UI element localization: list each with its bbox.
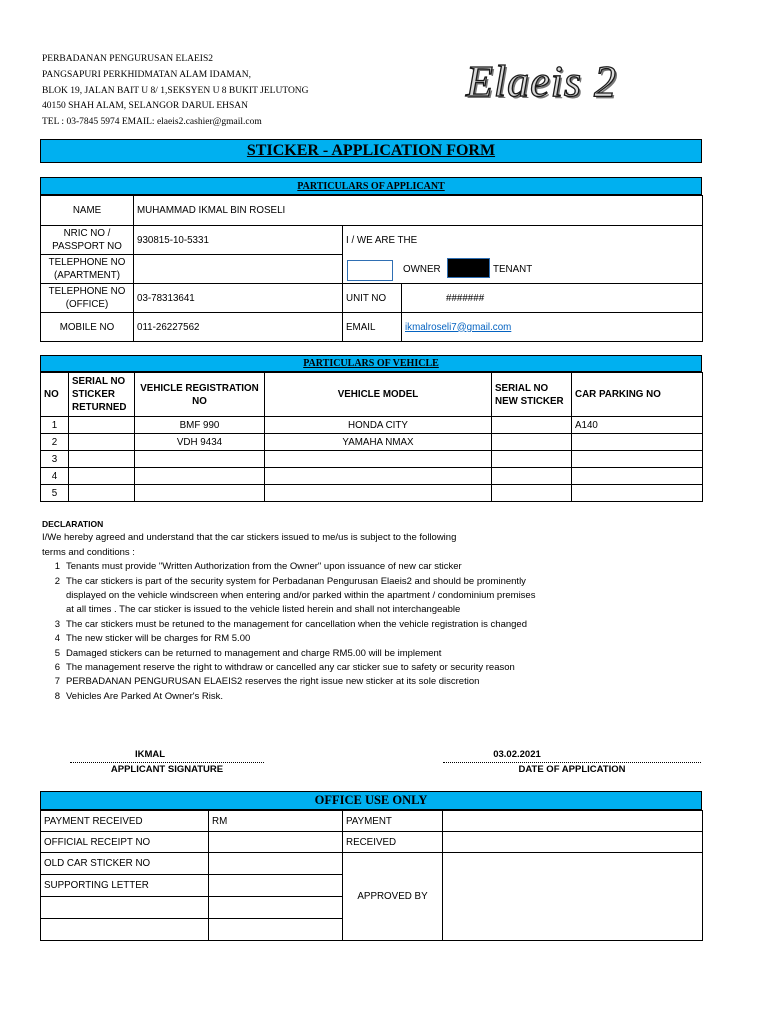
applicant-signature-value[interactable]: IKMAL: [134, 749, 166, 760]
term-item: [42, 618, 602, 632]
tenant-label: TENANT: [493, 263, 533, 275]
serial-returned-cell[interactable]: [69, 485, 135, 502]
received-field[interactable]: [443, 832, 703, 853]
terms-list: [42, 560, 602, 704]
email-link[interactable]: ikmalroseli7@gmail.com: [405, 321, 512, 333]
term-line: The management reserve the right to withdraw or cancelled any car sticker sue to safety or security reason: [66, 662, 515, 674]
term-line: PERBADANAN PENGURUSAN ELAEIS2 reserves the right issue new sticker at its sole discretion: [66, 676, 480, 688]
term-line: The new sticker will be charges for RM 5.00: [66, 633, 251, 645]
table-row: [41, 451, 703, 468]
mobile-value[interactable]: 011-26227562: [134, 313, 343, 342]
row-no: 2: [41, 434, 69, 451]
owner-label: OWNER: [403, 263, 441, 275]
unit-value[interactable]: #######: [402, 284, 703, 313]
serial-new-cell[interactable]: [492, 485, 572, 502]
blank-cell: [41, 897, 209, 919]
org-line: 40150 SHAH ALAM, SELANGOR DARUL EHSAN: [42, 101, 249, 112]
payment-field[interactable]: [443, 811, 703, 832]
approved-by-label: APPROVED BY: [343, 853, 443, 941]
serial-returned-cell[interactable]: [69, 417, 135, 434]
term-number: 6: [54, 662, 60, 674]
term-line: The car stickers is part of the security system for Perbadanan Pengurusan Elaeis2 and should be prominently: [66, 575, 526, 587]
term-number: 5: [54, 647, 60, 659]
row-no: 3: [41, 451, 69, 468]
term-number: 8: [54, 690, 60, 702]
rm-field[interactable]: RM: [209, 811, 343, 832]
declaration-intro: terms and conditions :: [42, 546, 135, 558]
term-line: Damaged stickers can be returned to management and charge RM5.00 will be implement: [66, 647, 442, 659]
official-receipt-field[interactable]: [209, 832, 343, 853]
col-header-model: VEHICLE MODEL: [265, 373, 492, 417]
serial-new-cell[interactable]: [492, 417, 572, 434]
col-header-serial-new: SERIAL NO NEW STICKER: [492, 373, 572, 417]
model-cell[interactable]: [265, 485, 492, 502]
vehicle-section-bar: [40, 355, 702, 372]
office-table: [40, 810, 703, 941]
row-no: 1: [41, 417, 69, 434]
approved-by-field[interactable]: [443, 853, 703, 941]
serial-returned-cell[interactable]: [69, 451, 135, 468]
payment-received-label: PAYMENT RECEIVED: [41, 811, 209, 832]
org-line: PERBADANAN PENGURUSAN ELAEIS2: [42, 54, 214, 64]
term-number: 1: [54, 561, 60, 573]
applicant-section-title: PARTICULARS OF APPLICANT: [297, 180, 445, 192]
table-row: [41, 434, 703, 451]
email-value[interactable]: [402, 313, 703, 342]
blank-cell: [41, 919, 209, 941]
term-item: [42, 690, 602, 704]
term-number: 7: [54, 676, 60, 688]
row-no: 5: [41, 485, 69, 502]
registration-cell[interactable]: BMF 990: [135, 417, 265, 434]
office-section-bar: [40, 791, 702, 810]
old-sticker-label: OLD CAR STICKER NO: [41, 853, 209, 875]
model-cell[interactable]: [265, 468, 492, 485]
we-are-label: I / WE ARE THE: [343, 226, 703, 255]
col-header-serial-returned: SERIAL NO STICKER RETURNED: [69, 373, 135, 417]
model-cell[interactable]: [265, 451, 492, 468]
org-line: TEL : 03-7845 5974 EMAIL: elaeis2.cashier@gmail.com: [42, 117, 262, 128]
parking-cell[interactable]: [572, 485, 703, 502]
received-label: RECEIVED: [343, 832, 443, 853]
parking-cell[interactable]: [572, 434, 703, 451]
form-title-bar: [40, 139, 702, 163]
name-label: NAME: [41, 196, 134, 226]
term-number: 2: [54, 575, 60, 587]
term-item: [42, 661, 602, 675]
nric-label: NRIC NO / PASSPORT NO: [41, 226, 134, 255]
term-number: 3: [54, 618, 60, 630]
registration-cell[interactable]: [135, 451, 265, 468]
serial-new-cell[interactable]: [492, 434, 572, 451]
payment-label: PAYMENT: [343, 811, 443, 832]
serial-returned-cell[interactable]: [69, 468, 135, 485]
blank-cell: [209, 919, 343, 941]
vehicle-section-title: PARTICULARS OF VEHICLE: [303, 358, 439, 369]
col-header-registration: VEHICLE REGISTRATION NO: [135, 373, 265, 417]
date-value[interactable]: 03.02.2021: [493, 749, 541, 760]
applicant-table: [40, 195, 703, 342]
term-item: [42, 675, 602, 689]
vehicle-table: [40, 372, 703, 502]
registration-cell[interactable]: [135, 468, 265, 485]
old-sticker-field[interactable]: [209, 853, 343, 875]
col-header-no: NO: [41, 373, 69, 417]
term-line: The car stickers must be retuned to the management for cancellation when the vehicle registration is changed: [66, 618, 528, 630]
tel-apartment-value[interactable]: [134, 255, 343, 284]
office-section-title: OFFICE USE ONLY: [314, 793, 428, 807]
name-value[interactable]: MUHAMMAD IKMAL BIN ROSELI: [134, 196, 703, 226]
applicant-section-bar: [40, 177, 702, 195]
table-row: [41, 468, 703, 485]
term-line: Tenants must provide "Written Authorization from the Owner" upon issuance of new car sticker: [66, 561, 462, 573]
term-number: 4: [54, 633, 60, 645]
term-item: [42, 632, 602, 646]
term-line: Vehicles Are Parked At Owner's Risk.: [66, 690, 224, 702]
col-header-parking: CAR PARKING NO: [572, 373, 703, 417]
term-item: [42, 575, 602, 618]
owner-checkbox[interactable]: [347, 260, 393, 281]
table-row: [41, 417, 703, 434]
term-item: [42, 647, 602, 661]
registration-cell[interactable]: [135, 485, 265, 502]
nric-value[interactable]: 930815-10-5331: [134, 226, 343, 255]
date-line: [443, 762, 701, 763]
serial-new-cell[interactable]: [492, 468, 572, 485]
signature-line: [70, 762, 264, 763]
table-row: [41, 485, 703, 502]
org-line: BLOK 19, JALAN BAIT U 8/ 1,SEKSYEN U 8 BUKIT JELUTONG: [42, 85, 309, 96]
organization-address-block: [42, 52, 309, 131]
email-label: EMAIL: [343, 313, 402, 342]
tenant-checkbox-redacted[interactable]: [447, 258, 490, 278]
parking-cell[interactable]: [572, 468, 703, 485]
registration-cell[interactable]: VDH 9434: [135, 434, 265, 451]
supporting-letter-label: SUPPORTING LETTER: [41, 875, 209, 897]
applicant-signature-label: APPLICANT SIGNATURE: [110, 764, 224, 775]
mobile-label: MOBILE NO: [41, 313, 134, 342]
row-no: 4: [41, 468, 69, 485]
parking-cell[interactable]: [572, 451, 703, 468]
parking-cell[interactable]: A140: [572, 417, 703, 434]
serial-new-cell[interactable]: [492, 451, 572, 468]
elaeis-logo: Elaeis 2: [466, 57, 617, 106]
declaration-block: [42, 517, 602, 704]
date-label: DATE OF APPLICATION: [518, 764, 626, 775]
blank-cell: [209, 897, 343, 919]
term-item: [42, 560, 602, 574]
tel-office-label: TELEPHONE NO (OFFICE): [41, 284, 134, 313]
unit-label: UNIT NO: [343, 284, 402, 313]
tel-office-value[interactable]: 03-78313641: [134, 284, 343, 313]
declaration-intro: I/We hereby agreed and understand that the car stickers issued to me/us is subject to the following: [42, 532, 457, 544]
form-title: STICKER - APPLICATION FORM: [246, 142, 496, 159]
serial-returned-cell[interactable]: [69, 434, 135, 451]
official-receipt-label: OFFICIAL RECEIPT NO: [41, 832, 209, 853]
org-line: PANGSAPURI PERKHIDMATAN ALAM IDAMAN,: [42, 69, 251, 80]
term-line: at all times . The car sticker is issued to the vehicle listed herein and shall not interchangeable: [66, 604, 461, 616]
tel-apartment-label: TELEPHONE NO (APARTMENT): [41, 255, 134, 284]
owner-tenant-cell: [343, 255, 703, 284]
term-line: displayed on the vehicle windscreen when entering and/or parked within the apartment / condominium premises: [66, 590, 536, 602]
supporting-letter-field[interactable]: [209, 875, 343, 897]
declaration-title: DECLARATION: [42, 519, 104, 529]
model-cell[interactable]: YAMAHA NMAX: [265, 434, 492, 451]
model-cell[interactable]: HONDA CITY: [265, 417, 492, 434]
